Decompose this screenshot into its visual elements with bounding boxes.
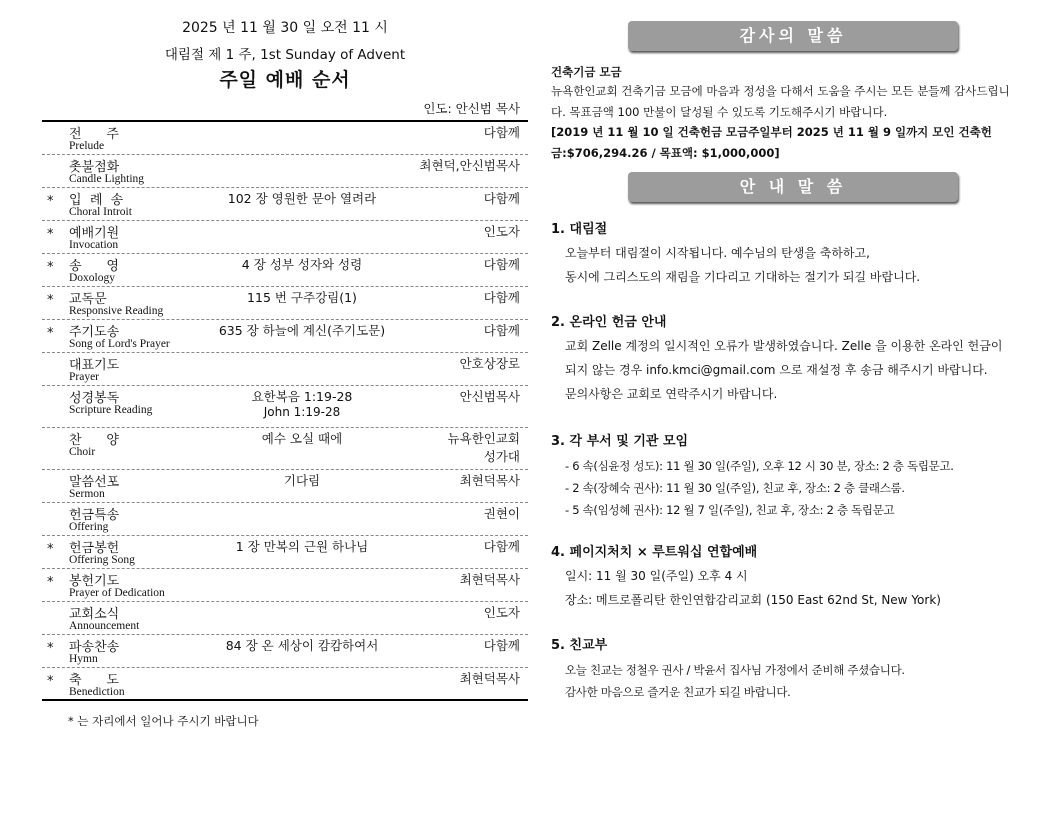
item-name-ko: 교독문 [69, 292, 107, 307]
order-row [42, 602, 528, 635]
notice-heading: 5. 친교부 [551, 638, 608, 653]
notice-body [565, 659, 1027, 703]
item-name-ko: 헌금특송 [69, 508, 120, 523]
order-row [42, 287, 528, 320]
notice-line: - 2 속(장혜숙 권사): 11 월 30 일(주일), 친교 후, 장소: 2 층 클래스룸. [565, 481, 905, 495]
item-detail: 예수 오실 때에 [261, 431, 343, 446]
thanks-banner: 감사의 말씀 [628, 21, 958, 51]
order-row [42, 188, 528, 221]
stand-marker: * [47, 674, 54, 689]
item-name-ko: 주기도송 [69, 325, 120, 340]
item-name-ko: 파송찬송 [69, 640, 120, 655]
item-person-line2: 성가대 [483, 449, 520, 464]
item-name-en: Song of Lord's Prayer [69, 338, 170, 350]
thanks-title: 건축기금 모금 [551, 65, 622, 79]
order-row [42, 221, 528, 254]
item-name-en: Scripture Reading [69, 404, 153, 416]
item-name-ko: 봉헌기도 [69, 574, 120, 589]
notice-line: 문의사항은 교회로 연락주시기 바랍니다. [565, 387, 778, 401]
item-name-en: Announcement [69, 620, 140, 632]
item-person: 안호상장로 [459, 356, 520, 371]
item-person: 다함께 [483, 125, 520, 140]
item-detail: 115 번 구주강림(1) [247, 290, 357, 305]
notices-banner: 안 내 말 씀 [628, 172, 958, 202]
item-name-ko: 대표기도 [69, 358, 120, 373]
notice-body [565, 241, 1027, 289]
item-name-ko: 축 도 [69, 673, 119, 688]
item-person: 다함께 [483, 191, 520, 206]
item-person: 최현덕목사 [459, 671, 520, 686]
order-row [42, 470, 528, 503]
notice-line: 오늘 친교는 정철우 권사 / 박윤서 집사님 가정에서 준비해 주셨습니다. [565, 663, 905, 677]
stand-marker: * [47, 641, 54, 656]
item-name-ko: 촛불점화 [69, 160, 120, 175]
item-person: 다함께 [483, 539, 520, 554]
item-detail: 기다림 [283, 473, 321, 488]
item-name-en: Sermon [69, 488, 105, 500]
order-row [42, 536, 528, 569]
item-name-en: Prayer [69, 371, 100, 383]
stand-marker: * [47, 326, 54, 341]
item-person: 권현이 [483, 506, 520, 521]
notice-line: - 6 속(심윤정 성도): 11 월 30 일(주일), 오후 12 시 30 분, 장소: 2 층 독립문고. [565, 459, 954, 473]
item-detail: 4 장 성부 성자와 성령 [241, 257, 363, 272]
notice-line: - 5 속(임성혜 권사): 12 월 7 일(주일), 친교 후, 장소: 2 층 독립문고 [565, 503, 895, 517]
service-subtitle: 대림절 제 1 주, 1st Sunday of Advent [164, 47, 406, 63]
order-row [42, 569, 528, 602]
item-detail: 요한복음 1:19-28 [251, 389, 353, 404]
item-detail: 84 장 온 세상이 캄캄하여서 [225, 638, 379, 653]
item-name-ko: 교회소식 [69, 607, 120, 622]
service-datetime: 2025 년 11 월 30 일 오전 11 시 [182, 20, 388, 36]
item-person: 최현덕목사 [459, 572, 520, 587]
stand-marker: * [47, 227, 54, 242]
order-row [42, 320, 528, 353]
item-name-en: Prelude [69, 140, 105, 152]
item-name-ko: 성경봉독 [69, 391, 120, 406]
item-name-en: Offering Song [69, 554, 135, 566]
order-row [42, 155, 528, 188]
item-person: 안신범목사 [459, 389, 520, 404]
page-title: 주일 예배 순서 [219, 69, 351, 91]
notice-line: 동시에 그리스도의 재림을 기다리고 기대하는 절기가 되길 바랍니다. [565, 270, 921, 284]
notice-line: 장소: 메트로폴리탄 한인연합감리교회 (150 East 62nd St, New York) [565, 593, 941, 607]
order-row [42, 503, 528, 536]
notice-line: 일시: 11 월 30 일(주일) 오후 4 시 [565, 569, 748, 583]
item-person: 다함께 [483, 290, 520, 305]
item-person: 인도자 [483, 224, 520, 239]
item-person: 다함께 [483, 323, 520, 338]
item-name-en: Choral Introit [69, 206, 132, 218]
stand-marker: * [47, 542, 54, 557]
item-name-ko: 말씀선포 [69, 475, 120, 490]
notice-body [565, 455, 1027, 521]
stand-marker: * [47, 194, 54, 209]
item-name-en: Candle Lighting [69, 173, 145, 185]
item-person: 인도자 [483, 605, 520, 620]
stand-marker: * [47, 260, 54, 275]
item-person: 뉴욕한인교회 [447, 431, 520, 446]
order-row [42, 122, 528, 155]
item-detail: 1 장 만복의 근원 하나님 [235, 539, 369, 554]
item-name-en: Offering [69, 521, 109, 533]
item-name-en: Choir [69, 446, 96, 458]
service-leader: 인도: 안신범 목사 [423, 101, 520, 116]
item-name-en: Invocation [69, 239, 119, 251]
item-name-ko: 헌금봉헌 [69, 541, 120, 556]
notice-heading: 2. 온라인 헌금 안내 [551, 315, 667, 330]
order-row [42, 353, 528, 386]
notice-line: 오늘부터 대림절이 시작됩니다. 예수님의 탄생을 축하하고, [565, 246, 870, 260]
order-row [42, 635, 528, 668]
fund-total: [2019 년 11 월 10 일 건축헌금 모금주일부터 2025 년 11 월 9 일까지 모인 건축헌금:$706,294.26 / 목표액: $1,000,000] [551, 125, 992, 160]
notice-heading: 4. 페이지처치 × 루트워십 연합예배 [551, 545, 758, 560]
item-detail: 102 장 영원한 문아 열려라 [227, 191, 377, 206]
stand-footnote: * 는 자리에서 일어나 주시기 바랍니다 [68, 714, 259, 728]
item-detail-en: John 1:19-28 [263, 405, 341, 419]
item-name-en: Responsive Reading [69, 305, 164, 317]
stand-marker: * [47, 293, 54, 308]
notice-heading: 3. 각 부서 및 기관 모임 [551, 434, 689, 449]
item-person: 다함께 [483, 257, 520, 272]
order-row [42, 254, 528, 287]
item-name-en: Benediction [69, 686, 125, 698]
order-row [42, 428, 528, 470]
item-name-en: Hymn [69, 653, 98, 665]
item-detail: 635 장 하늘에 계신(주기도문) [218, 323, 386, 338]
order-list [42, 122, 528, 701]
notice-body [565, 564, 1027, 612]
item-name-ko: 전 주 [69, 127, 119, 142]
notice-line: 되지 않는 경우 info.kmci@gmail.com 으로 재설정 후 송금 해주시기 바랍니다. [565, 363, 988, 377]
notice-line: 교회 Zelle 계정의 일시적인 오류가 발생하였습니다. Zelle 을 이용한 온라인 헌금이 [565, 339, 1003, 353]
thanks-body: 뉴욕한인교회 건축기금 모금에 마음과 정성을 다해서 도움을 주시는 모든 분들께 감사드립니다. 목표금액 100 만불이 달성될 수 있도록 기도해주시기 바랍니다. [551, 84, 1010, 119]
notice-body [565, 334, 1027, 406]
order-row [42, 668, 528, 701]
item-name-ko: 예배기원 [69, 226, 120, 241]
item-person: 다함께 [483, 638, 520, 653]
item-name-en: Doxology [69, 272, 115, 284]
item-name-ko: 송 영 [69, 259, 119, 274]
item-person: 최현덕,안신범목사 [419, 158, 520, 173]
item-name-en: Prayer of Dedication [69, 587, 165, 599]
notice-heading: 1. 대림절 [551, 222, 608, 237]
order-row [42, 386, 528, 428]
item-name-ko: 찬 양 [69, 433, 119, 448]
item-person: 최현덕목사 [459, 473, 520, 488]
notice-line: 감사한 마음으로 즐거운 친교가 되길 바랍니다. [565, 685, 791, 699]
item-name-ko: 입 례 송 [69, 193, 124, 208]
stand-marker: * [47, 575, 54, 590]
